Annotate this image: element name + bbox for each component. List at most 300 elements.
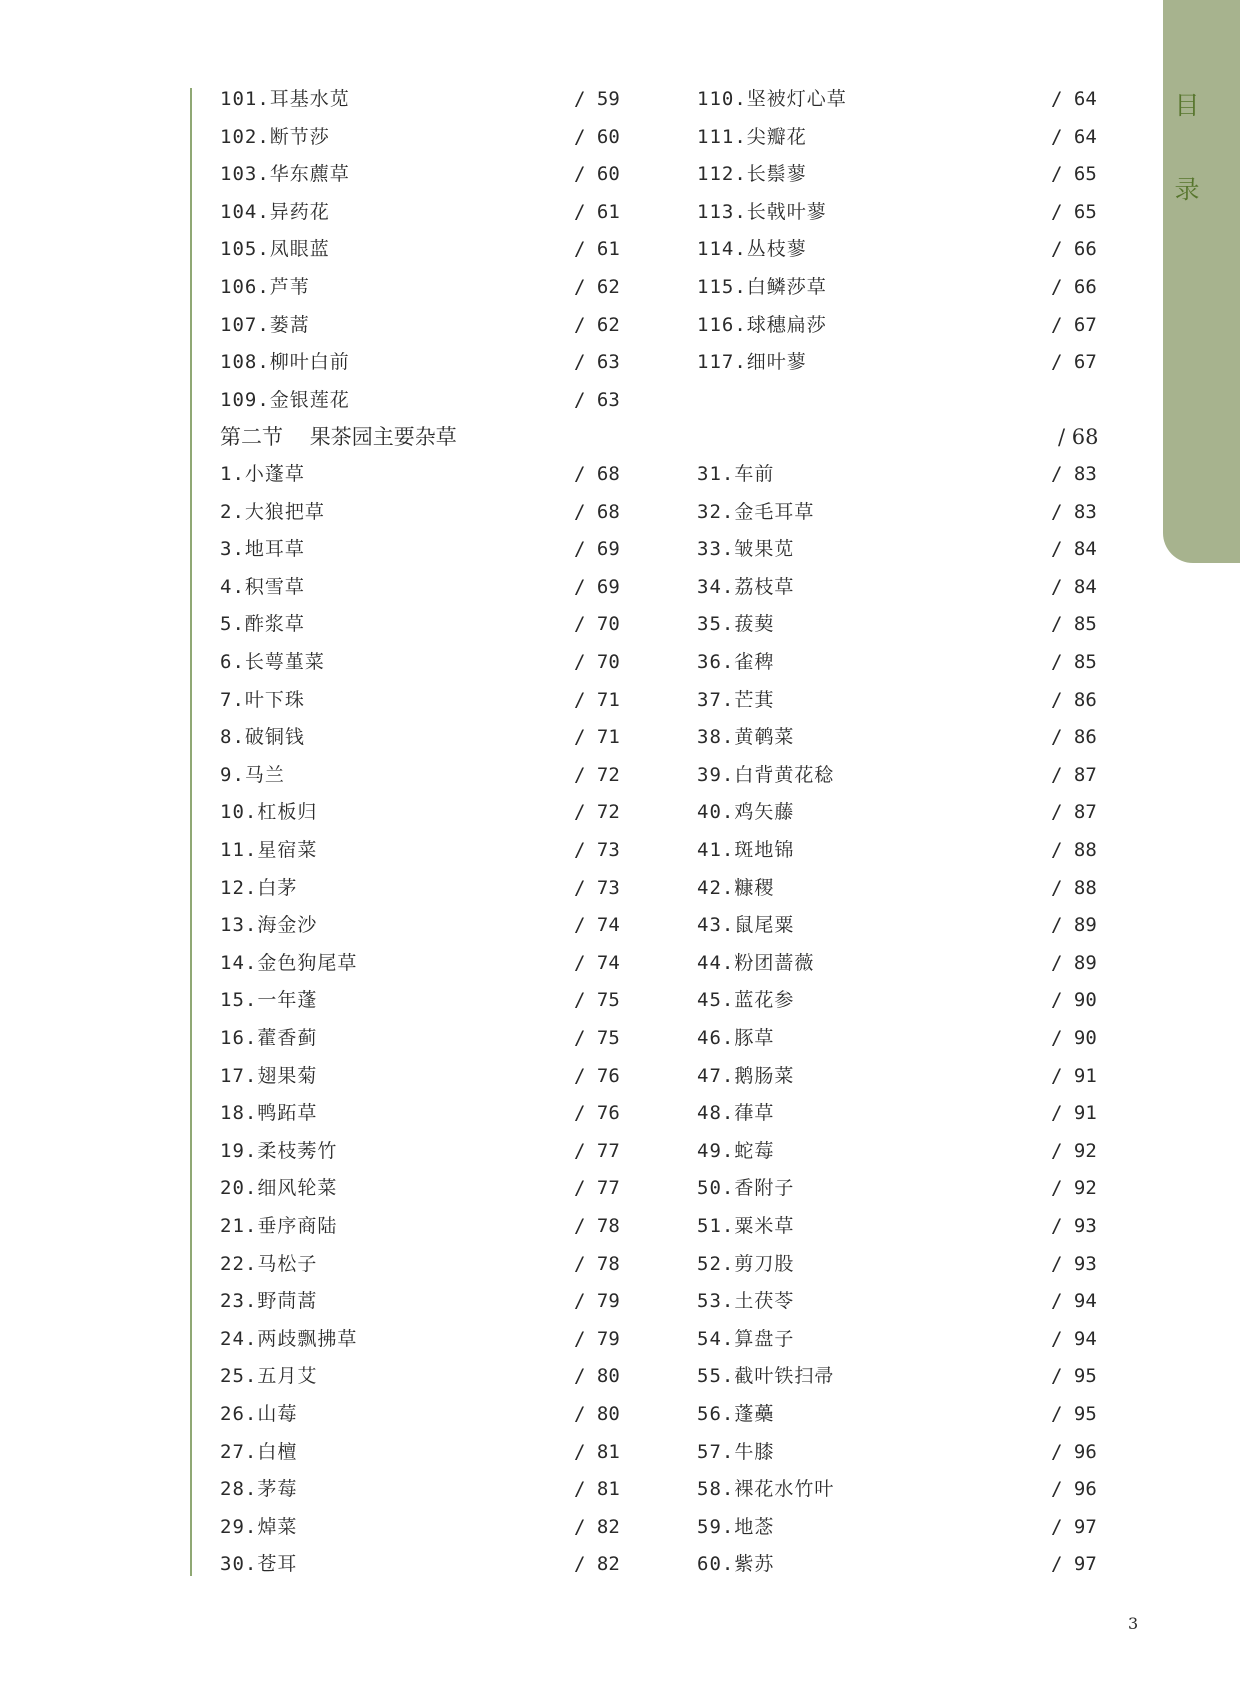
toc-entry[interactable] (697, 84, 847, 114)
toc-entry-title: 大狼把草 (244, 501, 325, 523)
toc-entry-page: / 59 (574, 88, 620, 110)
toc-entry[interactable] (220, 1549, 297, 1579)
toc-entry-page: / 65 (1051, 201, 1097, 223)
toc-entry[interactable] (697, 1136, 774, 1166)
toc-entry-page: / 75 (574, 989, 620, 1011)
toc-entry-title: 杠板归 (257, 801, 318, 823)
toc-entry-title: 海金沙 (257, 914, 318, 936)
toc-entry-page: / 60 (574, 163, 620, 185)
toc-entry-page: / 95 (1051, 1403, 1097, 1425)
toc-entry-page: / 92 (1051, 1177, 1097, 1199)
toc-entry-number: 111. (697, 126, 747, 148)
toc-entry[interactable] (220, 1399, 297, 1429)
toc-entry-number: 40. (697, 801, 735, 823)
toc-entry-number: 2. (220, 501, 245, 523)
toc-entry-page: / 89 (1051, 914, 1097, 936)
toc-entry-title: 坚被灯心草 (746, 88, 847, 110)
toc-entry-number: 58. (697, 1478, 735, 1500)
toc-entry-page: / 94 (1051, 1328, 1097, 1350)
toc-entry-number: 59. (697, 1516, 735, 1538)
toc-entry-page: / 97 (1051, 1553, 1097, 1575)
toc-entry-number: 43. (697, 914, 735, 936)
toc-entry-title: 翅果菊 (257, 1065, 318, 1087)
toc-entry[interactable] (697, 497, 814, 527)
toc-entry-title: 野茼蒿 (257, 1290, 318, 1312)
toc-entry[interactable] (220, 1286, 317, 1316)
toc-entry-title: 菝葜 (734, 613, 775, 635)
toc-entry-number: 110. (697, 88, 747, 110)
toc-entry-title: 两歧飘拂草 (257, 1328, 358, 1350)
toc-entry[interactable] (697, 873, 774, 903)
toc-entry-number: 17. (220, 1065, 258, 1087)
toc-entry[interactable] (220, 159, 350, 189)
toc-entry-title: 斑地锦 (734, 839, 795, 861)
toc-entry-page: / 71 (574, 689, 620, 711)
toc-entry-number: 60. (697, 1553, 735, 1575)
toc-entry-page: / 60 (574, 126, 620, 148)
toc-entry-page: / 94 (1051, 1290, 1097, 1312)
toc-entry[interactable] (220, 84, 350, 114)
toc-entry[interactable] (697, 1437, 774, 1467)
toc-entry-number: 1. (220, 463, 245, 485)
toc-entry-number: 46. (697, 1027, 735, 1049)
toc-entry-page: / 95 (1051, 1365, 1097, 1387)
toc-entry-number: 36. (697, 651, 735, 673)
section-heading: 第二节 果茶园主要杂草 (220, 425, 457, 449)
toc-entry-page: / 84 (1051, 538, 1097, 560)
toc-entry-page: / 78 (574, 1215, 620, 1237)
toc-entry-number: 109. (220, 389, 270, 411)
toc-entry-title: 柳叶白前 (269, 351, 350, 373)
toc-entry[interactable] (220, 835, 317, 865)
toc-entry-page: / 62 (574, 276, 620, 298)
toc-entry[interactable] (220, 1211, 337, 1241)
toc-entry-number: 105. (220, 238, 270, 260)
toc-entry[interactable] (220, 1249, 317, 1279)
toc-entry-title: 金色狗尾草 (257, 952, 358, 974)
toc-entry[interactable] (697, 459, 774, 489)
toc-entry-page: / 64 (1051, 88, 1097, 110)
toc-entry-title: 蛇莓 (734, 1140, 775, 1162)
toc-entry-title: 一年蓬 (257, 989, 318, 1011)
toc-entry[interactable] (697, 685, 774, 715)
toc-entry[interactable] (220, 948, 357, 978)
toc-entry-number: 13. (220, 914, 258, 936)
toc-entry-number: 12. (220, 877, 258, 899)
toc-entry-title: 球穗扁莎 (746, 314, 827, 336)
toc-entry[interactable] (697, 272, 827, 302)
toc-entry-number: 114. (697, 238, 747, 260)
toc-entry-title: 鹅肠菜 (734, 1065, 795, 1087)
toc-entry-number: 26. (220, 1403, 258, 1425)
toc-entry[interactable] (697, 1023, 774, 1053)
toc-entry-page: / 89 (1051, 952, 1097, 974)
toc-entry-page: / 68 (574, 501, 620, 523)
toc-entry-page: / 61 (574, 238, 620, 260)
toc-entry[interactable] (220, 1324, 357, 1354)
toc-entry[interactable] (220, 873, 297, 903)
toc-entry-number: 102. (220, 126, 270, 148)
toc-entry-number: 53. (697, 1290, 735, 1312)
toc-entry[interactable] (220, 1098, 317, 1128)
toc-entry-number: 56. (697, 1403, 735, 1425)
toc-entry-page: / 86 (1051, 726, 1097, 748)
toc-entry[interactable] (220, 797, 317, 827)
toc-entry-page: / 96 (1051, 1478, 1097, 1500)
toc-entry-number: 37. (697, 689, 735, 711)
toc-entry-number: 27. (220, 1441, 258, 1463)
toc-entry-title: 土茯苓 (734, 1290, 795, 1312)
toc-entry-title: 鸭跖草 (257, 1102, 318, 1124)
toc-entry-title: 耳基水苋 (269, 88, 350, 110)
toc-entry-page: / 72 (574, 764, 620, 786)
toc-entry-title: 剪刀股 (734, 1253, 795, 1275)
toc-entry[interactable] (697, 647, 774, 677)
toc-entry-title: 地菍 (734, 1516, 775, 1538)
toc-entry-title: 蓝花参 (734, 989, 795, 1011)
toc-entry-number: 107. (220, 314, 270, 336)
toc-entry-page: / 77 (574, 1140, 620, 1162)
toc-entry-title: 异药花 (269, 201, 330, 223)
toc-entry-page: / 63 (574, 351, 620, 373)
toc-entry-page: / 87 (1051, 764, 1097, 786)
toc-entry-page: / 90 (1051, 989, 1097, 1011)
toc-entry-number: 6. (220, 651, 245, 673)
toc-entry-page: / 80 (574, 1365, 620, 1387)
toc-entry-page: / 72 (574, 801, 620, 823)
toc-entry-page: / 75 (574, 1027, 620, 1049)
toc-entry[interactable] (697, 1512, 774, 1542)
toc-entry-title: 藿香蓟 (257, 1027, 318, 1049)
toc-entry-title: 鸡矢藤 (734, 801, 795, 823)
toc-entry-number: 32. (697, 501, 735, 523)
toc-entry-page: / 81 (574, 1441, 620, 1463)
toc-entry-page: / 70 (574, 651, 620, 673)
toc-entry-number: 29. (220, 1516, 258, 1538)
toc-entry-title: 茅莓 (257, 1478, 298, 1500)
toc-entry-title: 雀稗 (734, 651, 775, 673)
toc-entry-page: / 87 (1051, 801, 1097, 823)
toc-entry[interactable] (220, 310, 310, 340)
toc-entry-page: / 96 (1051, 1441, 1097, 1463)
toc-entry[interactable] (697, 1098, 774, 1128)
toc-entry-number: 52. (697, 1253, 735, 1275)
toc-entry-page: / 85 (1051, 651, 1097, 673)
toc-entry-page: / 66 (1051, 238, 1097, 260)
toc-entry-title: 马松子 (257, 1253, 318, 1275)
toc-entry[interactable] (697, 572, 794, 602)
toc-entry[interactable] (697, 347, 807, 377)
toc-entry-title: 车前 (734, 463, 775, 485)
toc-entry-number: 39. (697, 764, 735, 786)
toc-entry-title: 苍耳 (257, 1553, 298, 1575)
toc-entry-number: 49. (697, 1140, 735, 1162)
toc-entry[interactable] (697, 1061, 794, 1091)
toc-entry[interactable] (220, 722, 305, 752)
toc-entry[interactable] (697, 910, 794, 940)
toc-entry-number: 55. (697, 1365, 735, 1387)
toc-entry-page: / 73 (574, 877, 620, 899)
toc-entry-number: 30. (220, 1553, 258, 1575)
toc-entry-page: / 74 (574, 952, 620, 974)
toc-entry-number: 28. (220, 1478, 258, 1500)
side-tab-char-2: 录 (1174, 175, 1200, 204)
toc-entry[interactable] (697, 310, 827, 340)
toc-entry-page: / 93 (1051, 1253, 1097, 1275)
toc-entry-title: 蓬蘽 (734, 1403, 775, 1425)
toc-entry[interactable] (220, 760, 285, 790)
toc-entry-page: / 88 (1051, 877, 1097, 899)
toc-entry-number: 18. (220, 1102, 258, 1124)
toc-entry-title: 金银莲花 (269, 389, 350, 411)
toc-entry-number: 47. (697, 1065, 735, 1087)
toc-entry-page: / 69 (574, 538, 620, 560)
toc-entry[interactable] (697, 797, 794, 827)
toc-entry-page: / 90 (1051, 1027, 1097, 1049)
toc-entry[interactable] (220, 347, 350, 377)
toc-entry-title: 截叶铁扫帚 (734, 1365, 835, 1387)
toc-entry-title: 马兰 (244, 764, 285, 786)
toc-entry-number: 31. (697, 463, 735, 485)
toc-entry[interactable] (220, 234, 330, 264)
toc-entry[interactable] (220, 1361, 317, 1391)
toc-entry-title: 芒萁 (734, 689, 775, 711)
toc-entry-page: / 80 (574, 1403, 620, 1425)
toc-entry[interactable] (220, 1437, 297, 1467)
toc-entry-number: 33. (697, 538, 735, 560)
toc-entry-title: 鼠尾粟 (734, 914, 795, 936)
toc-entry-page: / 88 (1051, 839, 1097, 861)
toc-entry[interactable] (220, 1023, 317, 1053)
toc-entry[interactable] (697, 1173, 794, 1203)
toc-entry-title: 叶下珠 (244, 689, 305, 711)
toc-entry-number: 103. (220, 163, 270, 185)
margin-rule (190, 88, 192, 1576)
toc-entry-title: 糠稷 (734, 877, 775, 899)
toc-entry[interactable] (220, 1061, 317, 1091)
toc-entry[interactable] (697, 534, 794, 564)
side-tab-char-1: 目 (1174, 91, 1200, 120)
toc-entry-page: / 70 (574, 613, 620, 635)
toc-entry-page: / 65 (1051, 163, 1097, 185)
toc-entry-page: / 93 (1051, 1215, 1097, 1237)
toc-entry-page: / 91 (1051, 1065, 1097, 1087)
toc-entry-number: 41. (697, 839, 735, 861)
toc-entry[interactable] (697, 1211, 794, 1241)
toc-entry[interactable] (697, 1361, 834, 1391)
toc-entry-title: 黄鹌菜 (734, 726, 795, 748)
toc-entry-page: / 66 (1051, 276, 1097, 298)
toc-entry-page: / 76 (574, 1065, 620, 1087)
toc-entry[interactable] (220, 985, 317, 1015)
toc-entry[interactable] (697, 722, 794, 752)
toc-entry-page: / 82 (574, 1553, 620, 1575)
toc-entry-number: 14. (220, 952, 258, 974)
toc-entry-title: 皱果苋 (734, 538, 795, 560)
toc-entry-page: / 78 (574, 1253, 620, 1275)
toc-entry[interactable] (220, 497, 325, 527)
toc-entry[interactable] (220, 122, 330, 152)
toc-entry[interactable] (697, 835, 794, 865)
toc-entry-number: 22. (220, 1253, 258, 1275)
toc-entry-title: 紫苏 (734, 1553, 775, 1575)
toc-entry-number: 45. (697, 989, 735, 1011)
toc-entry-number: 25. (220, 1365, 258, 1387)
toc-entry-number: 5. (220, 613, 245, 635)
toc-entry-number: 4. (220, 576, 245, 598)
toc-entry-title: 星宿菜 (257, 839, 318, 861)
toc-entry[interactable] (220, 572, 305, 602)
page-number: 3 (1128, 1614, 1139, 1633)
toc-entry-title: 长戟叶蓼 (746, 201, 827, 223)
toc-entry-page: / 68 (574, 463, 620, 485)
toc-entry-number: 19. (220, 1140, 258, 1162)
toc-entry-title: 粉团蔷薇 (734, 952, 815, 974)
toc-entry[interactable] (697, 1249, 794, 1279)
toc-entry-number: 10. (220, 801, 258, 823)
toc-entry-title: 山莓 (257, 1403, 298, 1425)
toc-entry-page: / 73 (574, 839, 620, 861)
toc-entry-number: 20. (220, 1177, 258, 1199)
toc-entry-number: 35. (697, 613, 735, 635)
toc-entry-number: 112. (697, 163, 747, 185)
toc-entry-number: 116. (697, 314, 747, 336)
section-heading-page: / 68 (1058, 425, 1099, 449)
toc-entry[interactable] (220, 1474, 297, 1504)
toc-entry[interactable] (697, 197, 827, 227)
toc-entry-title: 小蓬草 (244, 463, 305, 485)
toc-entry-number: 54. (697, 1328, 735, 1350)
toc-entry-page: / 79 (574, 1290, 620, 1312)
toc-entry-title: 破铜钱 (244, 726, 305, 748)
toc-entry-number: 50. (697, 1177, 735, 1199)
toc-entry-title: 凤眼蓝 (269, 238, 330, 260)
toc-entry-title: 粟米草 (734, 1215, 795, 1237)
toc-entry-number: 57. (697, 1441, 735, 1463)
toc-entry-title: 蒌蒿 (269, 314, 310, 336)
toc-entry[interactable] (697, 1286, 794, 1316)
toc-entry[interactable] (220, 1512, 297, 1542)
toc-entry-title: 白鳞莎草 (746, 276, 827, 298)
toc-entry[interactable] (220, 459, 305, 489)
toc-entry[interactable] (220, 1173, 337, 1203)
toc-entry[interactable] (697, 1324, 794, 1354)
toc-entry-title: 丛枝蓼 (746, 238, 807, 260)
toc-entry[interactable] (697, 1399, 774, 1429)
toc-entry-number: 115. (697, 276, 747, 298)
toc-entry[interactable] (697, 985, 794, 1015)
toc-entry-title: 香附子 (734, 1177, 795, 1199)
toc-entry-number: 51. (697, 1215, 735, 1237)
toc-entry-title: 焯菜 (257, 1516, 298, 1538)
toc-entry-page: / 97 (1051, 1516, 1097, 1538)
toc-entry-number: 42. (697, 877, 735, 899)
toc-entry-page: / 71 (574, 726, 620, 748)
toc-entry-title: 积雪草 (244, 576, 305, 598)
toc-entry[interactable] (697, 122, 807, 152)
toc-entry-page: / 81 (574, 1478, 620, 1500)
toc-entry[interactable] (220, 1136, 337, 1166)
toc-entry-number: 34. (697, 576, 735, 598)
toc-entry-title: 断节莎 (269, 126, 330, 148)
toc-entry-number: 24. (220, 1328, 258, 1350)
toc-entry[interactable] (697, 1549, 774, 1579)
toc-entry-page: / 67 (1051, 351, 1097, 373)
toc-entry-page: / 77 (574, 1177, 620, 1199)
toc-entry-page: / 61 (574, 201, 620, 223)
toc-entry[interactable] (220, 534, 305, 564)
toc-entry-number: 48. (697, 1102, 735, 1124)
toc-entry-page: / 91 (1051, 1102, 1097, 1124)
toc-entry-number: 3. (220, 538, 245, 560)
toc-entry-number: 16. (220, 1027, 258, 1049)
toc-entry-title: 尖瓣花 (746, 126, 807, 148)
toc-entry-number: 101. (220, 88, 270, 110)
toc-entry[interactable] (697, 234, 807, 264)
toc-entry-title: 垂序商陆 (257, 1215, 338, 1237)
toc-entry-title: 白茅 (257, 877, 298, 899)
toc-entry[interactable] (220, 647, 325, 677)
toc-entry-page: / 86 (1051, 689, 1097, 711)
toc-entry[interactable] (220, 685, 305, 715)
toc-entry-number: 8. (220, 726, 245, 748)
toc-entry-number: 9. (220, 764, 245, 786)
toc-entry-page: / 83 (1051, 501, 1097, 523)
toc-entry-title: 裸花水竹叶 (734, 1478, 835, 1500)
toc-entry-title: 芦苇 (269, 276, 310, 298)
toc-entry-page: / 62 (574, 314, 620, 336)
toc-entry-number: 11. (220, 839, 258, 861)
toc-entry-title: 算盘子 (734, 1328, 795, 1350)
toc-entry-page: / 92 (1051, 1140, 1097, 1162)
toc-entry[interactable] (220, 272, 310, 302)
toc-entry-page: / 74 (574, 914, 620, 936)
toc-entry-page: / 76 (574, 1102, 620, 1124)
toc-entry-title: 长鬃蓼 (746, 163, 807, 185)
toc-side-tab (1163, 0, 1240, 563)
toc-entry-page: / 79 (574, 1328, 620, 1350)
toc-entry-number: 7. (220, 689, 245, 711)
toc-entry-title: 华东藨草 (269, 163, 350, 185)
toc-entry-number: 23. (220, 1290, 258, 1312)
toc-entry-title: 细风轮菜 (257, 1177, 338, 1199)
toc-entry-title: 金毛耳草 (734, 501, 815, 523)
toc-entry[interactable] (697, 1474, 834, 1504)
toc-entry-title: 五月艾 (257, 1365, 318, 1387)
toc-entry-title: 酢浆草 (244, 613, 305, 635)
toc-entry-page: / 69 (574, 576, 620, 598)
toc-entry[interactable] (697, 760, 834, 790)
toc-entry[interactable] (220, 910, 317, 940)
toc-entry[interactable] (697, 948, 814, 978)
toc-entry-number: 113. (697, 201, 747, 223)
toc-entry-title: 细叶蓼 (746, 351, 807, 373)
toc-entry[interactable] (220, 385, 350, 415)
toc-entry-page: / 63 (574, 389, 620, 411)
toc-entry[interactable] (697, 159, 807, 189)
toc-entry[interactable] (220, 609, 305, 639)
toc-entry-number: 106. (220, 276, 270, 298)
toc-entry[interactable] (220, 197, 330, 227)
toc-entry-title: 荔枝草 (734, 576, 795, 598)
toc-entry-page: / 82 (574, 1516, 620, 1538)
toc-entry-number: 21. (220, 1215, 258, 1237)
toc-entry-title: 白檀 (257, 1441, 298, 1463)
toc-entry[interactable] (697, 609, 774, 639)
toc-entry-title: 地耳草 (244, 538, 305, 560)
toc-entry-title: 葎草 (734, 1102, 775, 1124)
toc-entry-title: 柔枝莠竹 (257, 1140, 338, 1162)
